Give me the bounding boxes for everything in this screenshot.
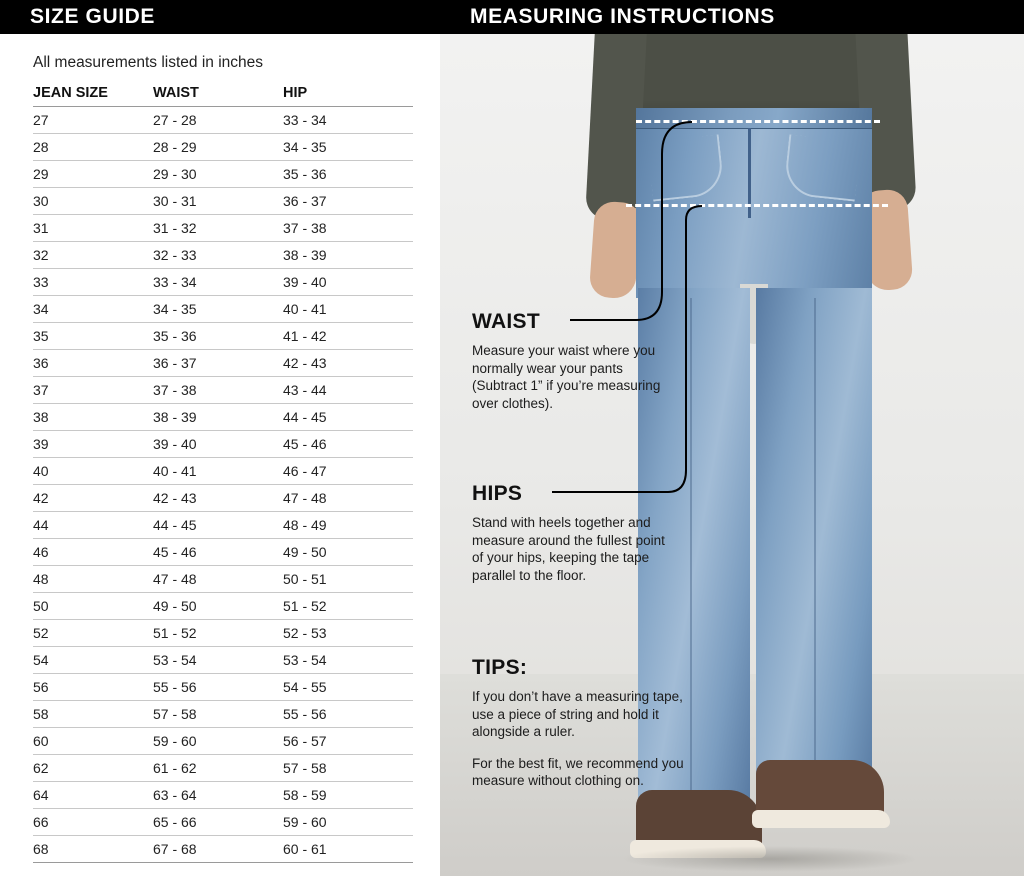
cell-jean-size: 60 xyxy=(33,728,153,755)
hips-annotation xyxy=(472,482,668,584)
cell-jean-size: 68 xyxy=(33,836,153,863)
cell-jean-size: 50 xyxy=(33,593,153,620)
cell-jean-size: 35 xyxy=(33,323,153,350)
cell-jean-size: 39 xyxy=(33,431,153,458)
cell-jean-size: 31 xyxy=(33,215,153,242)
cell-waist: 28 - 29 xyxy=(153,134,283,161)
cell-jean-size: 40 xyxy=(33,458,153,485)
table-row xyxy=(33,647,413,674)
cell-waist: 40 - 41 xyxy=(153,458,283,485)
cell-jean-size: 32 xyxy=(33,242,153,269)
cell-jean-size: 34 xyxy=(33,296,153,323)
table-row xyxy=(33,431,413,458)
measurements-units-note: All measurements listed in inches xyxy=(33,54,264,71)
cell-jean-size: 66 xyxy=(33,809,153,836)
table-row xyxy=(33,404,413,431)
cell-jean-size: 64 xyxy=(33,782,153,809)
table-row xyxy=(33,296,413,323)
cell-jean-size: 28 xyxy=(33,134,153,161)
cell-hip: 34 - 35 xyxy=(283,134,413,161)
table-row xyxy=(33,836,413,863)
cell-jean-size: 33 xyxy=(33,269,153,296)
table-row xyxy=(33,512,413,539)
cell-waist: 38 - 39 xyxy=(153,404,283,431)
cell-waist: 32 - 33 xyxy=(153,242,283,269)
tips-annotation xyxy=(472,656,704,790)
cell-jean-size: 44 xyxy=(33,512,153,539)
cell-jean-size: 27 xyxy=(33,107,153,134)
column-header-jean-size: JEAN SIZE xyxy=(33,82,153,107)
table-row xyxy=(33,242,413,269)
cell-hip: 50 - 51 xyxy=(283,566,413,593)
cell-jean-size: 62 xyxy=(33,755,153,782)
table-row xyxy=(33,458,413,485)
cell-hip: 59 - 60 xyxy=(283,809,413,836)
table-row xyxy=(33,755,413,782)
table-row xyxy=(33,269,413,296)
measuring-instructions-panel xyxy=(440,0,1024,876)
cell-waist: 27 - 28 xyxy=(153,107,283,134)
cell-jean-size: 56 xyxy=(33,674,153,701)
cell-waist: 51 - 52 xyxy=(153,620,283,647)
cell-waist: 35 - 36 xyxy=(153,323,283,350)
cell-hip: 55 - 56 xyxy=(283,701,413,728)
cell-hip: 44 - 45 xyxy=(283,404,413,431)
table-row xyxy=(33,620,413,647)
tips-annotation-text-2: For the best fit, we recommend you measure without clothing on. xyxy=(472,755,684,788)
cell-hip: 37 - 38 xyxy=(283,215,413,242)
cell-waist: 30 - 31 xyxy=(153,188,283,215)
size-guide-banner xyxy=(0,0,440,34)
table-row xyxy=(33,323,413,350)
cell-waist: 29 - 30 xyxy=(153,161,283,188)
table-row xyxy=(33,782,413,809)
cell-hip: 58 - 59 xyxy=(283,782,413,809)
cell-waist: 44 - 45 xyxy=(153,512,283,539)
cell-waist: 67 - 68 xyxy=(153,836,283,863)
cell-waist: 37 - 38 xyxy=(153,377,283,404)
table-row xyxy=(33,593,413,620)
size-guide-panel xyxy=(0,0,440,876)
table-row xyxy=(33,161,413,188)
cell-waist: 47 - 48 xyxy=(153,566,283,593)
cell-waist: 31 - 32 xyxy=(153,215,283,242)
tips-annotation-text-1: If you don’t have a measuring tape, use a piece of string and hold it alongside a ruler. xyxy=(472,689,683,739)
table-row xyxy=(33,728,413,755)
hips-annotation-title: HIPS xyxy=(472,482,523,505)
cell-jean-size: 30 xyxy=(33,188,153,215)
cell-waist: 63 - 64 xyxy=(153,782,283,809)
cell-jean-size: 52 xyxy=(33,620,153,647)
cell-hip: 47 - 48 xyxy=(283,485,413,512)
table-row xyxy=(33,215,413,242)
measuring-instructions-title: MEASURING INSTRUCTIONS xyxy=(470,5,775,28)
size-chart-body xyxy=(33,107,413,863)
cell-jean-size: 42 xyxy=(33,485,153,512)
cell-waist: 34 - 35 xyxy=(153,296,283,323)
cell-hip: 57 - 58 xyxy=(283,755,413,782)
cell-hip: 36 - 37 xyxy=(283,188,413,215)
instructions-body xyxy=(440,34,1024,876)
size-chart-table xyxy=(33,82,413,863)
cell-hip: 60 - 61 xyxy=(283,836,413,863)
cell-jean-size: 58 xyxy=(33,701,153,728)
cell-jean-size: 29 xyxy=(33,161,153,188)
tips-annotation-title: TIPS: xyxy=(472,656,528,679)
cell-waist: 53 - 54 xyxy=(153,647,283,674)
measuring-instructions-banner xyxy=(440,0,1024,34)
cell-waist: 45 - 46 xyxy=(153,539,283,566)
cell-hip: 45 - 46 xyxy=(283,431,413,458)
table-row xyxy=(33,188,413,215)
cell-hip: 43 - 44 xyxy=(283,377,413,404)
table-row xyxy=(33,566,413,593)
cell-hip: 53 - 54 xyxy=(283,647,413,674)
table-row xyxy=(33,674,413,701)
cell-waist: 57 - 58 xyxy=(153,701,283,728)
waist-annotation-title: WAIST xyxy=(472,310,540,333)
cell-hip: 49 - 50 xyxy=(283,539,413,566)
table-row xyxy=(33,809,413,836)
cell-hip: 39 - 40 xyxy=(283,269,413,296)
cell-hip: 52 - 53 xyxy=(283,620,413,647)
cell-waist: 65 - 66 xyxy=(153,809,283,836)
table-row xyxy=(33,350,413,377)
column-header-waist: WAIST xyxy=(153,82,283,107)
cell-waist: 39 - 40 xyxy=(153,431,283,458)
table-row xyxy=(33,134,413,161)
cell-hip: 46 - 47 xyxy=(283,458,413,485)
waist-leader-line xyxy=(570,122,692,320)
cell-jean-size: 37 xyxy=(33,377,153,404)
column-header-hip: HIP xyxy=(283,82,413,107)
cell-jean-size: 54 xyxy=(33,647,153,674)
cell-hip: 54 - 55 xyxy=(283,674,413,701)
table-header-row xyxy=(33,82,413,107)
table-row xyxy=(33,701,413,728)
hips-annotation-text: Stand with heels together and measure around the fullest point of your hips, keeping the tape parallel to the floor. xyxy=(472,515,665,583)
cell-waist: 42 - 43 xyxy=(153,485,283,512)
cell-hip: 38 - 39 xyxy=(283,242,413,269)
cell-waist: 55 - 56 xyxy=(153,674,283,701)
cell-jean-size: 48 xyxy=(33,566,153,593)
cell-hip: 41 - 42 xyxy=(283,323,413,350)
size-guide-title: SIZE GUIDE xyxy=(30,5,156,28)
cell-hip: 40 - 41 xyxy=(283,296,413,323)
cell-hip: 35 - 36 xyxy=(283,161,413,188)
cell-hip: 33 - 34 xyxy=(283,107,413,134)
waist-annotation xyxy=(472,310,662,412)
table-row xyxy=(33,107,413,134)
table-row xyxy=(33,539,413,566)
cell-hip: 42 - 43 xyxy=(283,350,413,377)
cell-hip: 56 - 57 xyxy=(283,728,413,755)
cell-jean-size: 46 xyxy=(33,539,153,566)
cell-waist: 33 - 34 xyxy=(153,269,283,296)
cell-jean-size: 36 xyxy=(33,350,153,377)
waist-annotation-text: Measure your waist where you normally wear your pants (Subtract 1” if you’re measuring over clothes). xyxy=(472,343,661,411)
cell-waist: 61 - 62 xyxy=(153,755,283,782)
cell-waist: 36 - 37 xyxy=(153,350,283,377)
cell-jean-size: 38 xyxy=(33,404,153,431)
cell-hip: 48 - 49 xyxy=(283,512,413,539)
cell-waist: 49 - 50 xyxy=(153,593,283,620)
table-row xyxy=(33,485,413,512)
cell-hip: 51 - 52 xyxy=(283,593,413,620)
table-row xyxy=(33,377,413,404)
cell-waist: 59 - 60 xyxy=(153,728,283,755)
